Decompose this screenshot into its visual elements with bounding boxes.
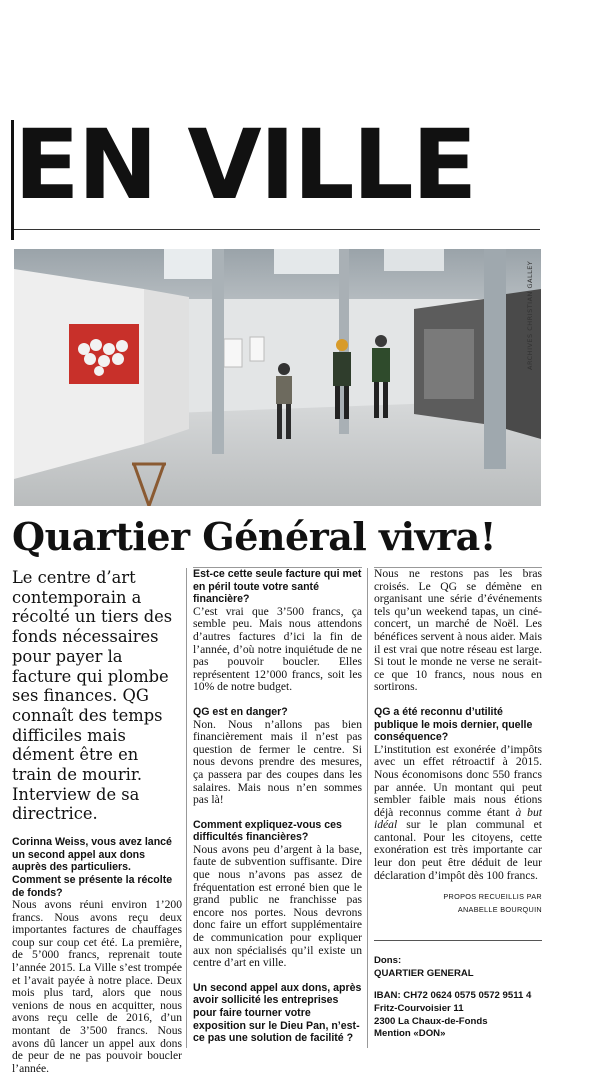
byline-label: PROPOS RECUEILLIS PAR <box>443 892 542 902</box>
interview-question: QG a été reconnu d’utilité publique le mois dernier, quelle conséquence? <box>374 705 533 744</box>
interview-question: Est-ce cette seule facture qui met en péril toute votre santé financière? <box>193 568 362 606</box>
interview-answer: Nous avons réuni environ 1’200 francs. Nous avons reçu deux importantes factures de chauffages coup sur coup cet été. La première, de 5’000 francs, reprenait toute l’année 2015. La Ville s’est trompée et l’avait payée à notre place. Deux mois plus tard, alors que nous venions de nous en acquitter, nous avons reçu celle de 2016, d’un montant de 3’500 francs. Nous avons dû lancer un appel aux dons de peur de ne pas pouvoir boucler l’année. <box>12 898 182 1075</box>
interview-question: QG est en danger? <box>193 705 288 718</box>
interview-answer: Nous avons peu d’argent à la base, faute de subvention suffisante. Dire que nous n’avons pas assez de fréquentation est erroné bien que le grand public ne franchisse pas encore nos portes. Nous devrons donc faire un effort supplémentaire de communication pour expliquer aux non spécialisés qu’il existe un centre d’art en ville. <box>193 842 362 970</box>
gallery-photo <box>14 249 541 506</box>
interview-answer: C’est vrai que 3’500 francs, ça semble peu. Mais nous attendons d’autres factures d’ici la fin de l’année, d’où notre inquiétude de ne pas pouvoir boucler. Elles représentent 12’000 francs, soit les 10% de notre budget. <box>193 604 362 694</box>
column-rule <box>186 568 187 1048</box>
donation-street: Fritz-Courvoisier 11 <box>374 1003 464 1015</box>
section-divider <box>14 229 540 230</box>
column-rule <box>367 568 368 1048</box>
article-headline: Quartier Général vivra! <box>12 514 496 559</box>
donation-city: 2300 La Chaux-de-Fonds <box>374 1015 488 1027</box>
article-lead: Le centre d’art contemporain a récolté un tiers des fonds nécessaires pour payer la facture qui plombe ses finances. QG connaît des temps difficiles mais dément être en train de mourir. Interview de sa directrice. <box>12 568 173 824</box>
donation-label: Dons: <box>374 955 402 967</box>
photo-credit: ARCHIVES CHRISTIAN GALLEY <box>526 260 534 370</box>
interview-answer: Nous ne restons pas les bras croisés. Le QG se démène en organisant une série d’événements tels qu’un weekend tapas, un ciné-concert, un marché de Noël. Les bénéfices servent à nous aider. Mais il est vrai que notre réseau est large. Si tout le monde ne verse ne serait-ce que 10 francs, nous nous en sortirons. <box>374 567 542 694</box>
article-column-3 <box>374 568 542 1041</box>
interview-question: Comment expliquez-vous ces difficultés financières? <box>193 818 342 844</box>
interview-answer: L’institution est exonérée d’impôts avec un effet rétroactif à 2015. Nous économisons donc 550 francs par année. Un montant qui peut sembler faible mais nous étions déjà reconnus comme étant à but idéal sur le plan communal et cantonal. Pour les citoyens, cette exonération est très importante car leur don peut être déduit de leur déclaration d’impôt dès 100 francs. <box>374 742 542 882</box>
interview-answer: Non. Nous n’allons pas bien financièrement mais il n’est pas question de fermer le centre. Si nous devons prendre des mesures, ça passera par des coupes dans les salaires. Mais nous n’en sommes pas là! <box>193 717 362 807</box>
donation-box <box>374 955 542 1041</box>
byline-author: ANABELLE BOURQUIN <box>457 905 542 915</box>
donation-mention: Mention «DON» <box>374 1028 446 1040</box>
donation-iban: IBAN: CH72 0624 0575 0572 9511 4 <box>374 990 532 1002</box>
donation-recipient: QUARTIER GENERAL <box>374 967 474 979</box>
article-column-2 <box>193 568 362 1045</box>
interview-question: Corinna Weiss, vous avez lancé un second appel aux dons auprès des particuliers. Comment se présente la récolte de fonds? <box>12 836 173 899</box>
section-title: EN VILLE <box>14 109 476 221</box>
article-column-1 <box>12 568 182 1075</box>
interview-question: Un second appel aux dons, après avoir sollicité les entreprises pour faire tourner votre exposition sur le Dieu Pan, n’est-ce pas une solution de facilité ? <box>193 981 362 1045</box>
